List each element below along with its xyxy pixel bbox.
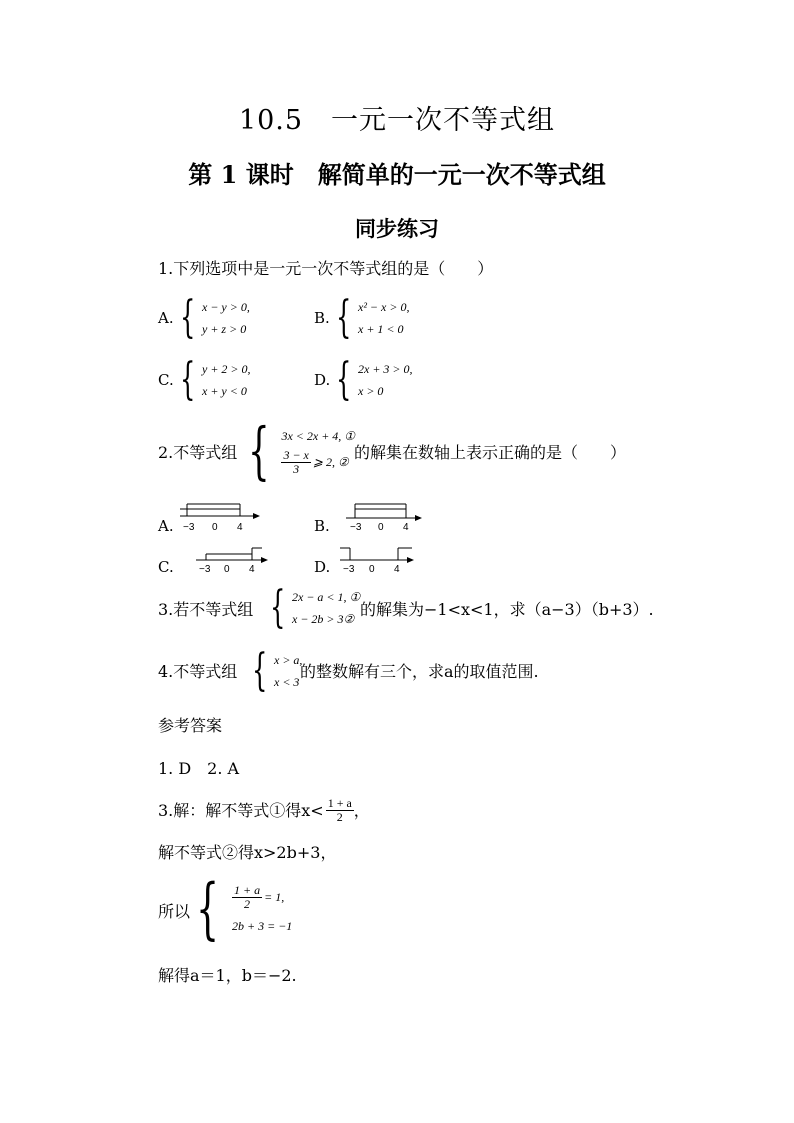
fraction-numerator: 3 − x	[283, 447, 309, 462]
q1-option-c-label: C.	[158, 371, 174, 389]
question-4-prefix: 4.不等式组	[158, 662, 238, 681]
tick-label: 4	[394, 564, 400, 575]
tick-label: 4	[237, 522, 243, 533]
q2-option-d-label: D.	[314, 558, 331, 576]
brace: {	[270, 582, 286, 633]
tick-label: 4	[249, 564, 255, 575]
question-3-prefix: 3.若不等式组	[158, 600, 254, 619]
q2-system	[248, 414, 356, 487]
tick-label: 4	[403, 522, 409, 533]
question-3-suffix: 的解集为−1<x<1，求（a−3）（b+3）.	[360, 600, 654, 619]
q1-option-a-system	[180, 292, 250, 343]
q2-option-c-label: C.	[158, 558, 174, 576]
q1-option-b-system	[336, 292, 410, 343]
brace: {	[248, 414, 270, 487]
number-line-a	[178, 500, 268, 534]
answer-3-line-1	[158, 797, 370, 824]
system-line: x > a,	[274, 653, 303, 667]
system-line-tail: = 1,	[264, 890, 285, 904]
q4-system	[252, 645, 303, 696]
system-line: x + y < 0	[202, 384, 247, 398]
system-line: x − 2b > 3②	[292, 612, 355, 626]
brace: {	[336, 354, 352, 405]
brace: {	[180, 292, 196, 343]
answer-3-line-2: 解不等式②得x>2b+3，	[158, 843, 337, 862]
fraction	[232, 884, 262, 911]
fraction-denominator: 2	[336, 810, 343, 824]
question-2-suffix: 的解集在数轴上表示正确的是（ ）	[354, 443, 627, 462]
tick-label: 0	[212, 522, 218, 533]
number-line-d	[338, 542, 422, 576]
q1-option-d-label: D.	[314, 371, 331, 389]
answer-3-system	[196, 870, 293, 947]
q1-option-d-system	[336, 354, 413, 405]
system-line: x < 3	[274, 675, 300, 689]
system-line: 2x + 3 > 0,	[358, 362, 413, 376]
question-4-suffix: 的整数解有三个，求a的取值范围.	[300, 662, 539, 681]
tick-label: −3	[199, 564, 211, 575]
tick-label: −3	[343, 564, 355, 575]
number-line-b	[344, 500, 434, 534]
fraction-numerator: 1 + a	[234, 882, 261, 897]
brace: {	[252, 645, 268, 696]
system-line-tail: ⩾ 2, ②	[312, 455, 349, 469]
fraction-numerator: 1 + a	[327, 796, 352, 810]
fraction-denominator: 3	[293, 461, 300, 476]
brace: {	[180, 354, 196, 405]
system-line: x > 0	[358, 384, 384, 398]
question-2-prefix: 2.不等式组	[158, 443, 238, 462]
tick-label: −3	[350, 522, 362, 533]
answers-heading: 参考答案	[158, 716, 223, 735]
fraction	[326, 797, 354, 824]
tick-label: 0	[378, 522, 384, 533]
system-line: x² − x > 0,	[358, 300, 410, 314]
q1-option-c-system	[180, 354, 251, 405]
number-line-c	[194, 542, 274, 576]
q2-option-a-label: A.	[158, 517, 174, 535]
system-line: 2x − a < 1, ①	[292, 590, 361, 604]
tick-label: 0	[369, 564, 375, 575]
answer-3-prefix: 3.解：解不等式①得x<	[158, 800, 324, 820]
question-1-stem: 1.下列选项中是一元一次不等式组的是（ ）	[158, 259, 494, 278]
answer-3-so: 所以	[158, 902, 191, 921]
answers-line-1: 1. D 2. A	[158, 759, 240, 778]
lesson-title: 第 1 课时 解简单的一元一次不等式组	[188, 160, 606, 189]
tick-label: −3	[183, 522, 195, 533]
system-line: x − y > 0,	[202, 300, 250, 314]
q1-option-b-label: B.	[314, 309, 330, 327]
brace: {	[336, 292, 352, 343]
section-title: 同步练习	[355, 216, 439, 241]
fraction-denominator: 2	[244, 896, 251, 911]
q1-option-a-label: A.	[158, 309, 174, 327]
system-line-1	[232, 884, 292, 911]
system-line: 3x < 2x + 4, ①	[281, 428, 356, 443]
page-title: 10.5 一元一次不等式组	[238, 105, 556, 136]
tick-label: 0	[224, 564, 230, 575]
system-line-2	[281, 449, 355, 476]
q3-system	[270, 582, 361, 633]
system-line: 2b + 3 = −1	[232, 918, 293, 933]
brace: {	[196, 870, 220, 947]
system-line: x + 1 < 0	[358, 322, 404, 336]
answer-3-result: 解得a＝1，b＝−2.	[158, 966, 297, 985]
system-line: y + z > 0	[202, 322, 247, 336]
system-line: y + 2 > 0,	[202, 362, 251, 376]
answer-3-tail: ，	[353, 800, 370, 820]
fraction	[281, 449, 310, 476]
q2-option-b-label: B.	[314, 517, 330, 535]
